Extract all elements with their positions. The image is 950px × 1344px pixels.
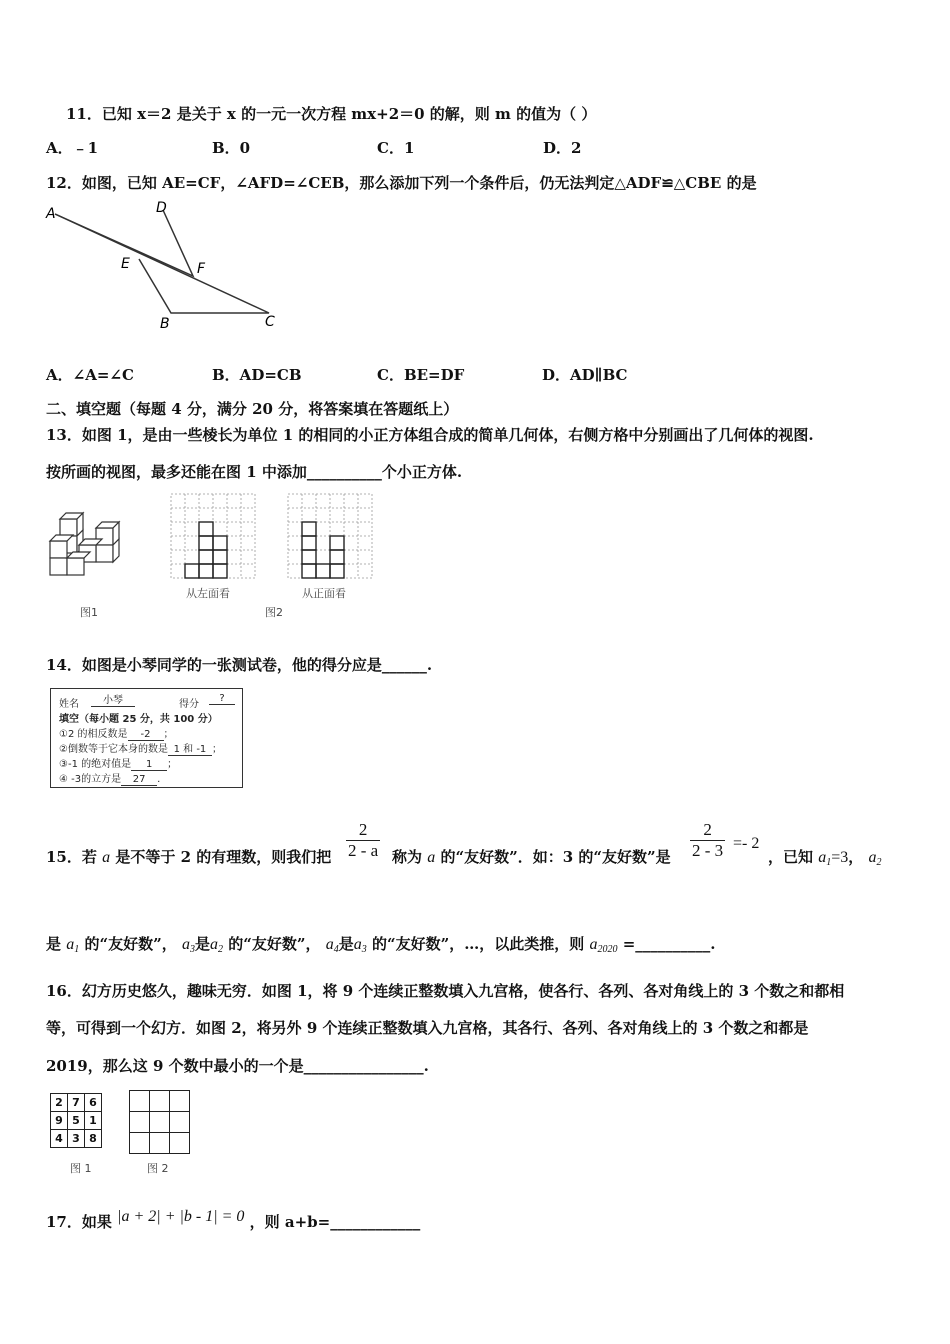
- q13-left-view-grid: [170, 493, 258, 581]
- label-c: C: [265, 314, 275, 330]
- q11-option-c: C．1: [377, 139, 415, 157]
- q15-line1c: ，已知 $a_1=3$， $a_2$: [768, 848, 882, 868]
- q11-option-b: B．0: [212, 139, 251, 157]
- q12-option-a: A．∠A=∠C: [46, 366, 134, 384]
- q13-cube-figure: [46, 508, 128, 578]
- q15-fraction-example: $\frac{2}{2 - 3}$: [692, 820, 724, 860]
- q16-line3: 2019，那么这 9 个数中最小的一个是________________.: [46, 1057, 429, 1075]
- q16-magic-square-2: [129, 1090, 190, 1154]
- label-b: B: [160, 316, 170, 332]
- q12-option-c: C．BE=DF: [377, 366, 465, 384]
- q13-line2: 按所画的视图，最多还能在图 1 中添加__________个小正方体.: [46, 463, 463, 481]
- q13-front-view-grid: [287, 493, 375, 581]
- q16-caption-2: 图 2: [147, 1162, 169, 1175]
- q15-line1: 15．若 a 是不等于 2 的有理数，则我们把: [46, 848, 332, 866]
- q12-figure: [40, 196, 290, 336]
- label-d: D: [156, 200, 167, 216]
- paper-score: ?: [209, 693, 235, 705]
- q16-line2: 等，可得到一个幻方．如图 2，将另外 9 个连续正整数填入九宫格，其各行、各列、各对角线上的 3 个数之和都是: [46, 1019, 809, 1037]
- paper-name-label: 姓名: [59, 699, 79, 710]
- q11-option-a: A．﹣1: [46, 139, 99, 157]
- paper-item-4: ④ -3的立方是 27 .: [59, 774, 161, 785]
- label-e: E: [121, 256, 130, 272]
- q15-example-result: =- 2: [733, 835, 760, 852]
- paper-item-1: ①2 的相反数是 -2 ；: [59, 729, 174, 740]
- q15-line1b: 称为 a 的“友好数”．如：3 的“友好数”是: [392, 848, 671, 866]
- q16-magic-square-1: 2 7 6 9 5 1 4 3 8: [50, 1093, 102, 1148]
- label-a: A: [46, 206, 56, 222]
- q12-option-d: D．AD∥BC: [542, 366, 628, 384]
- paper-heading: 填空（每小题 25 分，共 100 分）: [59, 714, 218, 725]
- q13-left-view-caption: 从左面看: [186, 587, 230, 600]
- q14-stem: 14．如图是小琴同学的一张测试卷，他的得分应是______.: [46, 656, 433, 674]
- q15-fraction-definition: $\frac{2}{2 - a}$: [348, 820, 379, 860]
- q13-fig2-caption: 图2: [265, 606, 283, 619]
- q14-test-paper: [50, 688, 243, 788]
- q13-front-view-caption: 从正面看: [302, 587, 346, 600]
- paper-score-label: 得分: [179, 699, 199, 710]
- paper-name: 小琴: [91, 691, 135, 707]
- paper-item-2: ②倒数等于它本身的数是 1 和 -1 ；: [59, 740, 222, 756]
- section-heading: 二、填空题（每题 4 分，满分 20 分，将答案填在答题纸上）: [46, 400, 459, 418]
- q11-stem: 11．已知 x＝2 是关于 x 的一元一次方程 mx+2＝0 的解，则 m 的值为（ ）: [66, 105, 597, 123]
- q12-stem: 12．如图，已知 AE=CF，∠AFD=∠CEB，那么添加下列一个条件后，仍无法判定△ADF≌△CBE 的是: [46, 174, 757, 192]
- q12-option-b: B．AD=CB: [212, 366, 302, 384]
- q11-option-d: D．2: [543, 139, 582, 157]
- q13-line1: 13．如图 1，是由一些棱长为单位 1 的相同的小正方体组合成的简单几何体，右侧方格中分别画出了几何体的视图.: [46, 426, 814, 444]
- q15-line2: 是 $a_1$ 的“友好数”， $a_3$是$a_2$ 的“友好数”， $a_4$是$a_3$ 的“友好数”，…，以此类推，则 $a_{2020}$ =__________.: [46, 935, 716, 955]
- q16-caption-1: 图 1: [70, 1162, 92, 1175]
- q17-expression: |a + 2| + |b - 1| = 0: [117, 1208, 245, 1225]
- q17-line: 17．如果 |a + 2| + |b - 1| = 0 ，则 a+b=____________: [46, 1208, 421, 1231]
- q13-fig1-caption: 图1: [80, 606, 98, 619]
- q16-line1: 16．幻方历史悠久，趣味无穷．如图 1，将 9 个连续正整数填入九宫格，使各行、各列、各对角线上的 3 个数之和都相: [46, 982, 845, 1000]
- label-f: F: [197, 261, 206, 277]
- paper-item-3: ③-1 的绝对值是 1 ；: [59, 759, 178, 770]
